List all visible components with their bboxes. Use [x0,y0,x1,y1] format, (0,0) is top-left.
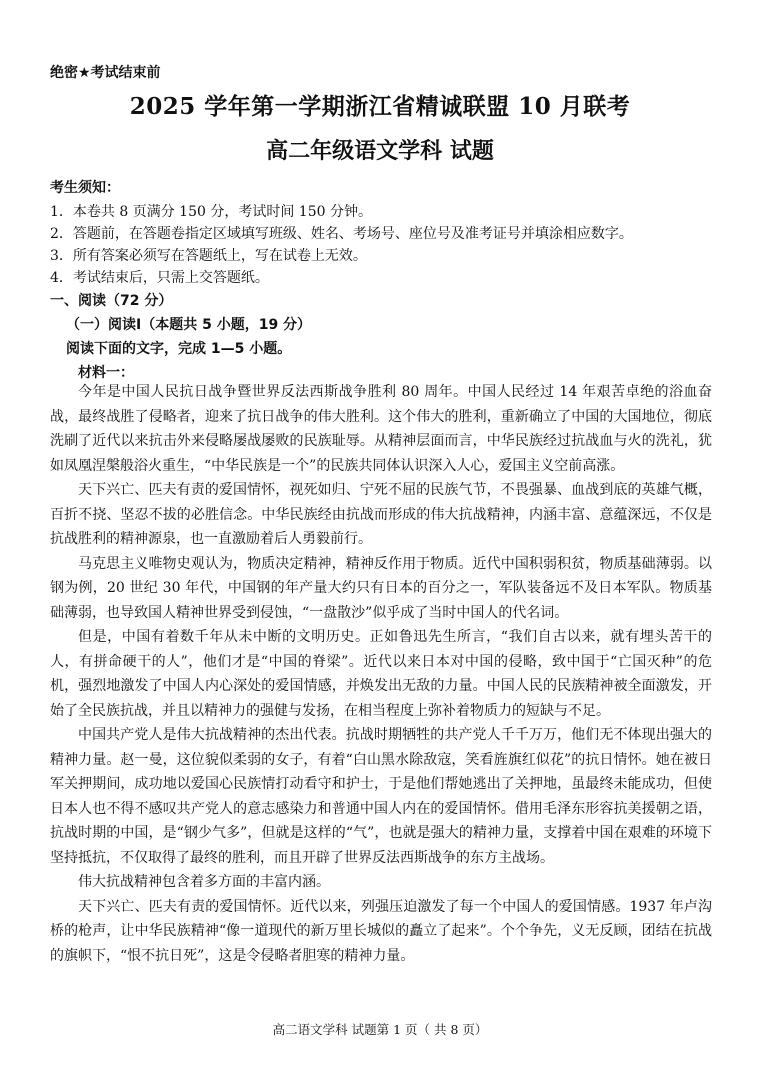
material-label: 材料一： [78,365,134,381]
passage-paragraph: 今年是中国人民抗日战争暨世界反法西斯战争胜利 80 周年。中国人民经过 14 年艰苦卓绝的浴血奋战，最终战胜了侵略者，迎来了抗日战争的伟大胜利。这个伟大的胜利，重新确立了中国的大国地位，彻底洗刷了近代以来抗击外来侵略屡战屡败的民族耻辱。从精神层面而言，中华民族经过抗战血与火的洗礼，犹如凤凰涅槃般浴火重生，“中华民族是一个”的民族共同体认识深入人心，爱国主义空前高涨。 [50,384,712,474]
passage-paragraph: 中国共产党人是伟大抗战精神的杰出代表。抗战时期牺牲的共产党人千千万万，他们无不体现出强大的精神力量。赵一曼，这位貌似柔弱的女子，有着“白山黑水除敌寇，笑看旌旗红似花”的抗日情怀。她在被日军关押期间，成功地以爱国心民族情打动看守和护士，于是他们帮她逃出了关押地，虽最终未能成功，但使日本人也不得不感叹共产党人的意志感染力和普通中国人内在的爱国情怀。借用毛泽东形容抗美援朝之语，抗战时期的中国，是“钢少气多”，但就是这样的“气”，也就是强大的精神力量，支撑着中国在艰难的环境下坚持抵抗，不仅取得了最终的胜利，而且开辟了世界反法西斯战争的东方主战场。 [50,727,712,866]
passage-paragraph: 天下兴亡、匹夫有责的爱国情怀。近代以来，列强压迫激发了每一个中国人的爱国情感。1937 年卢沟桥的枪声，让中华民族精神“像一道现代的新万里长城似的矗立了起来”。个个争先，义无反顾，团结在抗战的旗帜下，“恨不抗日死”，这是令侵略者胆寒的精神力量。 [50,898,712,964]
page-footer: 高二语文学科 试题第 1 页（ 共 8 页） [272,1022,488,1037]
notice-item: 3．所有答案必须写在答题纸上，写在试卷上无效。 [50,248,367,264]
notice-item: 4．考试结束后，只需上交答题纸。 [50,270,269,286]
subsection-heading: （一）阅读Ⅰ（本题共 5 小题，19 分） [66,317,312,333]
passage-paragraph: 天下兴亡、匹夫有责的爱国情怀，视死如归、宁死不屈的民族气节，不畏强暴、血战到底的英雄气概，百折不挠、坚忍不拔的必胜信念。中华民族经由抗战而形成的伟大抗战精神，内涵丰富、意蕴深远，不仅是抗战胜利的精神源泉，也一直激励着后人勇毅前行。 [50,482,712,547]
notice-item: 1．本卷共 8 页满分 150 分，考试时间 150 分钟。 [50,204,372,220]
confidential-label: 绝密★考试结束前 [50,65,161,81]
section-heading: 一、阅读（72 分） [50,293,173,309]
notice-item: 2．答题前，在答题卷指定区域填写班级、姓名、考场号、座位号及准考证号并填涂相应数字。 [50,226,633,242]
reading-passage [50,380,712,968]
notice-heading: 考生须知： [50,180,120,196]
reading-instruction: 阅读下面的文字，完成 1—5 小题。 [66,341,292,357]
passage-paragraph: 但是，中国有着数千年从未中断的文明历史。正如鲁迅先生所言，“我们自古以来，就有埋头苦干的人，有拼命硬干的人”，他们才是“中国的脊梁”。近代以来日本对中国的侵略，致中国于“亡国灭种”的危机，强烈地激发了中国人内心深处的爱国情感，并焕发出无敌的力量。中国人民的民族精神被全面激发，开始了全民族抗战，并且以精神力的强健与发扬，在相当程度上弥补着物质力的短缺与不足。 [50,629,712,719]
passage-paragraph: 伟大抗战精神包含着多方面的丰富内涵。 [78,874,330,890]
passage-paragraph: 马克思主义唯物史观认为，物质决定精神，精神反作用于物质。近代中国积弱积贫，物质基础薄弱。以钢为例，20 世纪 30 年代，中国钢的年产量大约只有日本的百分之一，军队装备远不及日本军队。物质基础薄弱，也导致国人精神世界受到侵蚀，“一盘散沙”似乎成了当时中国人的代名词。 [50,555,712,621]
exam-title: 2025 学年第一学期浙江省精诚联盟 10 月联考 [129,93,631,120]
exam-subtitle: 高二年级语文学科 试题 [266,138,494,164]
